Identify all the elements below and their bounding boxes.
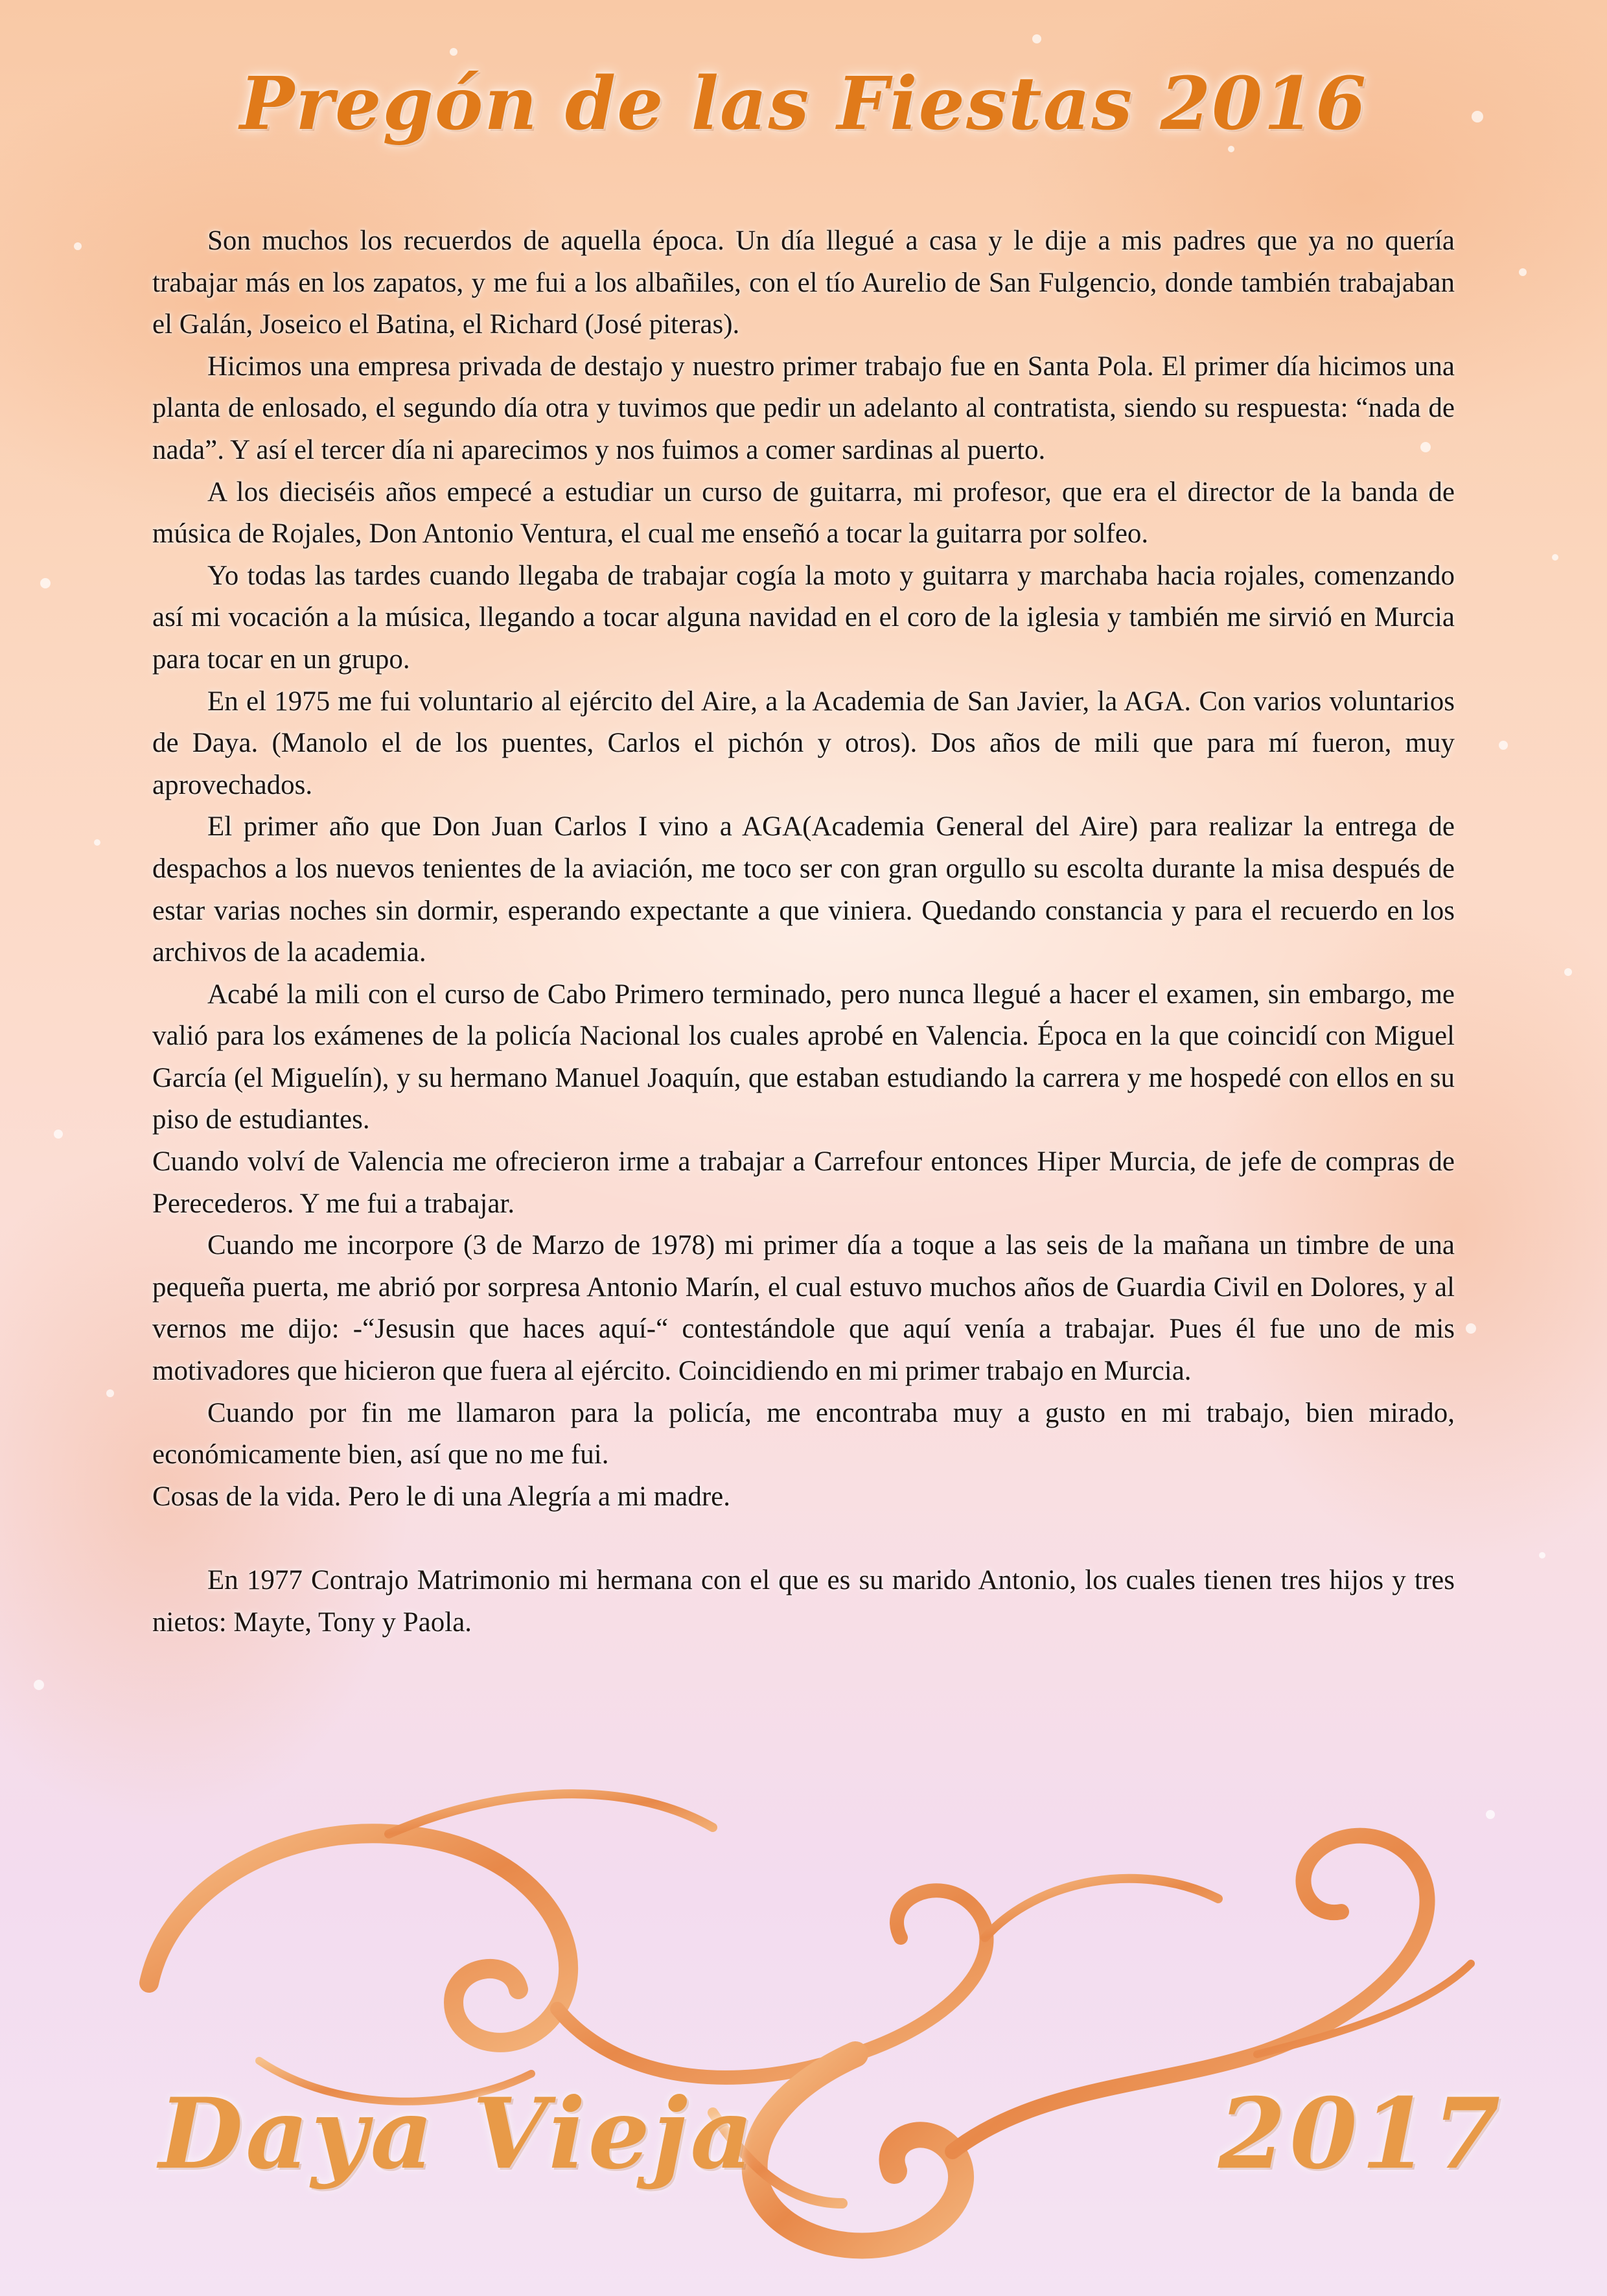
page-title: Pregón de las Fiestas 2016: [239, 62, 1368, 146]
paragraph-5: En el 1975 me fui voluntario al ejército del Aire, a la Academia de San Javier, la AGA. Con varios voluntarios de Daya. (Manolo el de los puentes, Carlos el pichón y otros). Dos años de mili que para mí fueron, muy aprovechados.: [152, 686, 1455, 800]
paragraph-12: En 1977 Contrajo Matrimonio mi hermana con el que es su marido Antonio, los cuales tienen tres hijos y tres nietos: Mayte, Tony y Paola.: [152, 1565, 1455, 1638]
paragraph-8: Cuando volví de Valencia me ofrecieron irme a trabajar a Carrefour entonces Hiper Murcia, de jefe de compras de Perecederos. Y me fui a trabajar.: [152, 1146, 1455, 1219]
paragraph-spacer: [152, 1518, 1455, 1560]
footer-place-name: Daya Vieja: [159, 2077, 756, 2191]
paragraph-3: A los dieciséis años empecé a estudiar un curso de guitarra, mi profesor, que era el director de la banda de música de Rojales, Don Antonio Ventura, el cual me enseñó a tocar la guitarra por solfeo.: [152, 476, 1455, 550]
paragraph-11: Cosas de la vida. Pero le di una Alegría a mi madre.: [152, 1481, 730, 1512]
paragraph-1: Son muchos los recuerdos de aquella época. Un día llegué a casa y le dije a mis padres que ya no quería trabajar más en los zapatos, y me fui a los albañiles, con el tío Aurelio de San Fulgencio, donde también trabajaban el Galán, Joseico el Batina, el Richard (José piteras).: [152, 226, 1455, 340]
article-body: [152, 220, 1455, 1643]
swirl-ornament: [0, 1750, 1607, 2296]
paragraph-4: Yo todas las tardes cuando llegaba de trabajar cogía la moto y guitarra y marchaba hacia rojales, comenzando así mi vocación a la música, llegando a tocar alguna navidad en el coro de la iglesia y también me sirvió en Murcia para tocar en un grupo.: [152, 560, 1455, 675]
paragraph-2: Hicimos una empresa privada de destajo y nuestro primer trabajo fue en Santa Pola. El primer día hicimos una planta de enlosado, el segundo día otra y tuvimos que pedir un adelanto al contratista, siendo su respuesta: “nada de nada”. Y así el tercer día ni aparecimos y nos fuimos a comer sardinas al puerto.: [152, 351, 1455, 465]
footer-year: 2017: [1218, 2077, 1505, 2191]
paragraph-6: El primer año que Don Juan Carlos I vino a AGA(Academia General del Aire) para realizar la entrega de despachos a los nuevos tenientes de la aviación, me toco ser con gran orgullo su escolta durante la misa después de estar varias noches sin dormir, esperando expectante a que viniera. Quedando constancia y para el recuerdo en los archivos de la academia.: [152, 811, 1455, 968]
paragraph-10: Cuando por fin me llamaron para la policía, me encontraba muy a gusto en mi trabajo, bien mirado, económicamente bien, así que no me fui.: [152, 1397, 1455, 1470]
paragraph-9: Cuando me incorpore (3 de Marzo de 1978) mi primer día a toque a las seis de la mañana un timbre de una pequeña puerta, me abrió por sorpresa Antonio Marín, el cual estuvo muchos años de Guardia Civil en Dolores, y al vernos me dijo: -“Jesusin que haces aquí-“ contestándole que aquí venía a trabajar. Pues él fue uno de mis motivadores que hicieron que fuera al ejército. Coincidiendo en mi primer trabajo en Murcia.: [152, 1230, 1455, 1387]
paragraph-7: Acabé la mili con el curso de Cabo Primero terminado, pero nunca llegué a hacer el examen, sin embargo, me valió para los exámenes de la policía Nacional los cuales aprobé en Valencia. Época en la que coincidí con Miguel García (el Miguelín), y su hermano Manuel Joaquín, que estaban estudiando la carrera y me hospedé con ellos en su piso de estudiantes.: [152, 979, 1455, 1135]
